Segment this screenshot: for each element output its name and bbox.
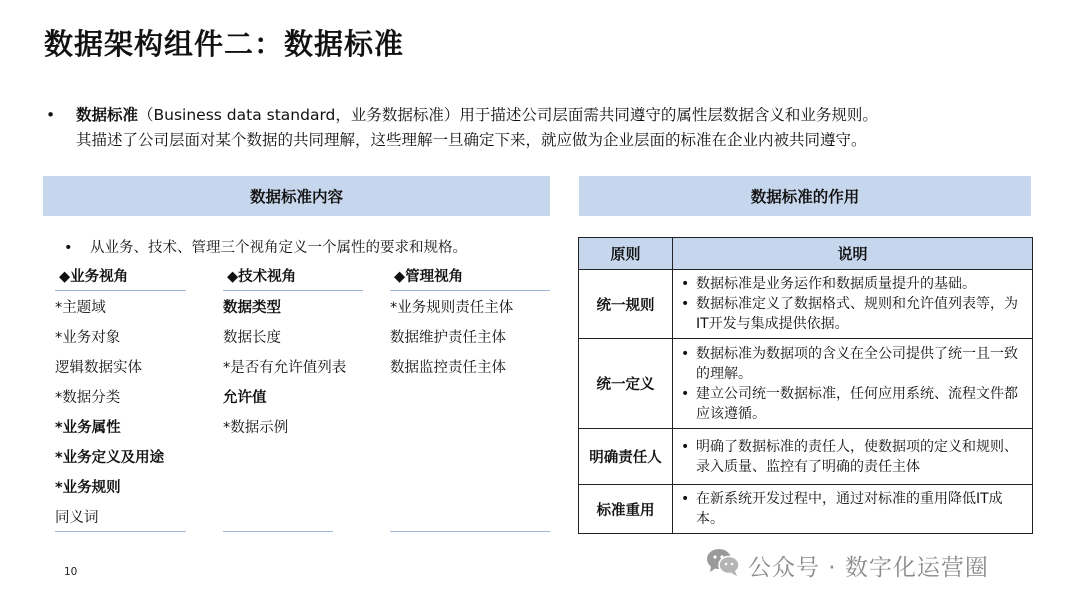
principle-cell: 明确责任人 — [579, 429, 673, 485]
business-view-column — [55, 264, 186, 533]
intro-term: 数据标准 — [76, 106, 139, 124]
column-bottom-divider — [223, 531, 333, 532]
list-item: 允许值 — [223, 390, 267, 406]
list-item: *业务对象 — [55, 330, 121, 346]
list-item: *业务规则责任主体 — [390, 300, 514, 316]
standard-content-header: 数据标准内容 — [43, 176, 550, 216]
definition-text: 从业务、技术、管理三个视角定义一个属性的要求和规格。 — [90, 240, 467, 256]
intro-line-1-text: （Business data standard，业务数据标准）用于描述公司层面需共同遵守的属性层数据含义和业务规则。 — [138, 106, 878, 124]
description-point: • 建立公司统一数据标准，任何应用系统、流程文件都应该遵循。 — [679, 384, 1028, 424]
list-item: *业务规则 — [55, 480, 121, 496]
list-item: *数据分类 — [55, 390, 121, 406]
description-cell — [673, 429, 1033, 485]
table-header-row — [579, 238, 1033, 270]
table-row — [579, 485, 1033, 534]
list-item: 同义词 — [55, 510, 99, 526]
intro-line-2: 其描述了公司层面对某个数据的共同理解，这些理解一旦确定下来，就应做为企业层面的标准在企业内被共同遵守。 — [76, 131, 867, 149]
list-item: *主题域 — [55, 300, 106, 316]
list-item: 数据维护责任主体 — [390, 330, 506, 346]
column-bottom-divider — [55, 531, 186, 532]
list-item: 逻辑数据实体 — [55, 360, 142, 376]
technical-view-heading: ◆技术视角 — [227, 269, 297, 285]
business-view-heading: ◆业务视角 — [59, 269, 129, 285]
description-point: • 数据标准是业务运作和数据质量提升的基础。 — [679, 274, 1028, 294]
wechat-icon — [706, 547, 740, 583]
principle-cell: 标准重用 — [579, 485, 673, 534]
principle-cell: 统一规则 — [579, 270, 673, 339]
principle-cell: 统一定义 — [579, 339, 673, 429]
table-row — [579, 270, 1033, 339]
watermark-text: 公众号 · 数字化运营圈 — [748, 554, 989, 581]
table-row — [579, 429, 1033, 485]
list-item: 数据监控责任主体 — [390, 360, 506, 376]
list-item: *业务属性 — [55, 420, 121, 436]
management-view-heading: ◆管理视角 — [394, 269, 464, 285]
principles-table — [578, 237, 1033, 534]
page-title: 数据架构组件二：数据标准 — [44, 27, 405, 61]
description-cell — [673, 270, 1033, 339]
definition-line — [64, 236, 467, 257]
description-point: • 数据标准为数据项的含义在全公司提供了统一且一致的理解。 — [679, 344, 1028, 384]
principle-column-header: 原则 — [579, 238, 673, 270]
page-number: 10 — [64, 566, 78, 578]
definition-bullet: • — [64, 240, 73, 256]
description-cell — [673, 339, 1033, 429]
intro-line-1 — [76, 102, 878, 128]
description-point: • 数据标准定义了数据格式、规则和允许值列表等，为IT开发与集成提供依据。 — [679, 294, 1028, 334]
management-view-column — [390, 264, 550, 383]
list-item: 数据长度 — [223, 330, 281, 346]
description-cell — [673, 485, 1033, 534]
standard-role-header: 数据标准的作用 — [579, 176, 1031, 216]
column-bottom-divider — [390, 531, 550, 532]
description-column-header: 说明 — [673, 238, 1033, 270]
intro-bullet: • — [46, 106, 56, 124]
watermark — [706, 548, 989, 582]
list-item: *是否有允许值列表 — [223, 360, 347, 376]
list-item: 数据类型 — [223, 300, 281, 316]
description-point: • 明确了数据标准的责任人，使数据项的定义和规则、录入质量、监控有了明确的责任主体 — [679, 437, 1028, 477]
column-divider — [390, 290, 550, 291]
technical-view-column — [223, 264, 363, 443]
table-row — [579, 339, 1033, 429]
list-item: *数据示例 — [223, 420, 289, 436]
list-item: *业务定义及用途 — [55, 450, 165, 466]
column-divider — [55, 290, 186, 291]
description-point: • 在新系统开发过程中，通过对标准的重用降低IT成本。 — [679, 489, 1028, 529]
column-divider — [223, 290, 363, 291]
